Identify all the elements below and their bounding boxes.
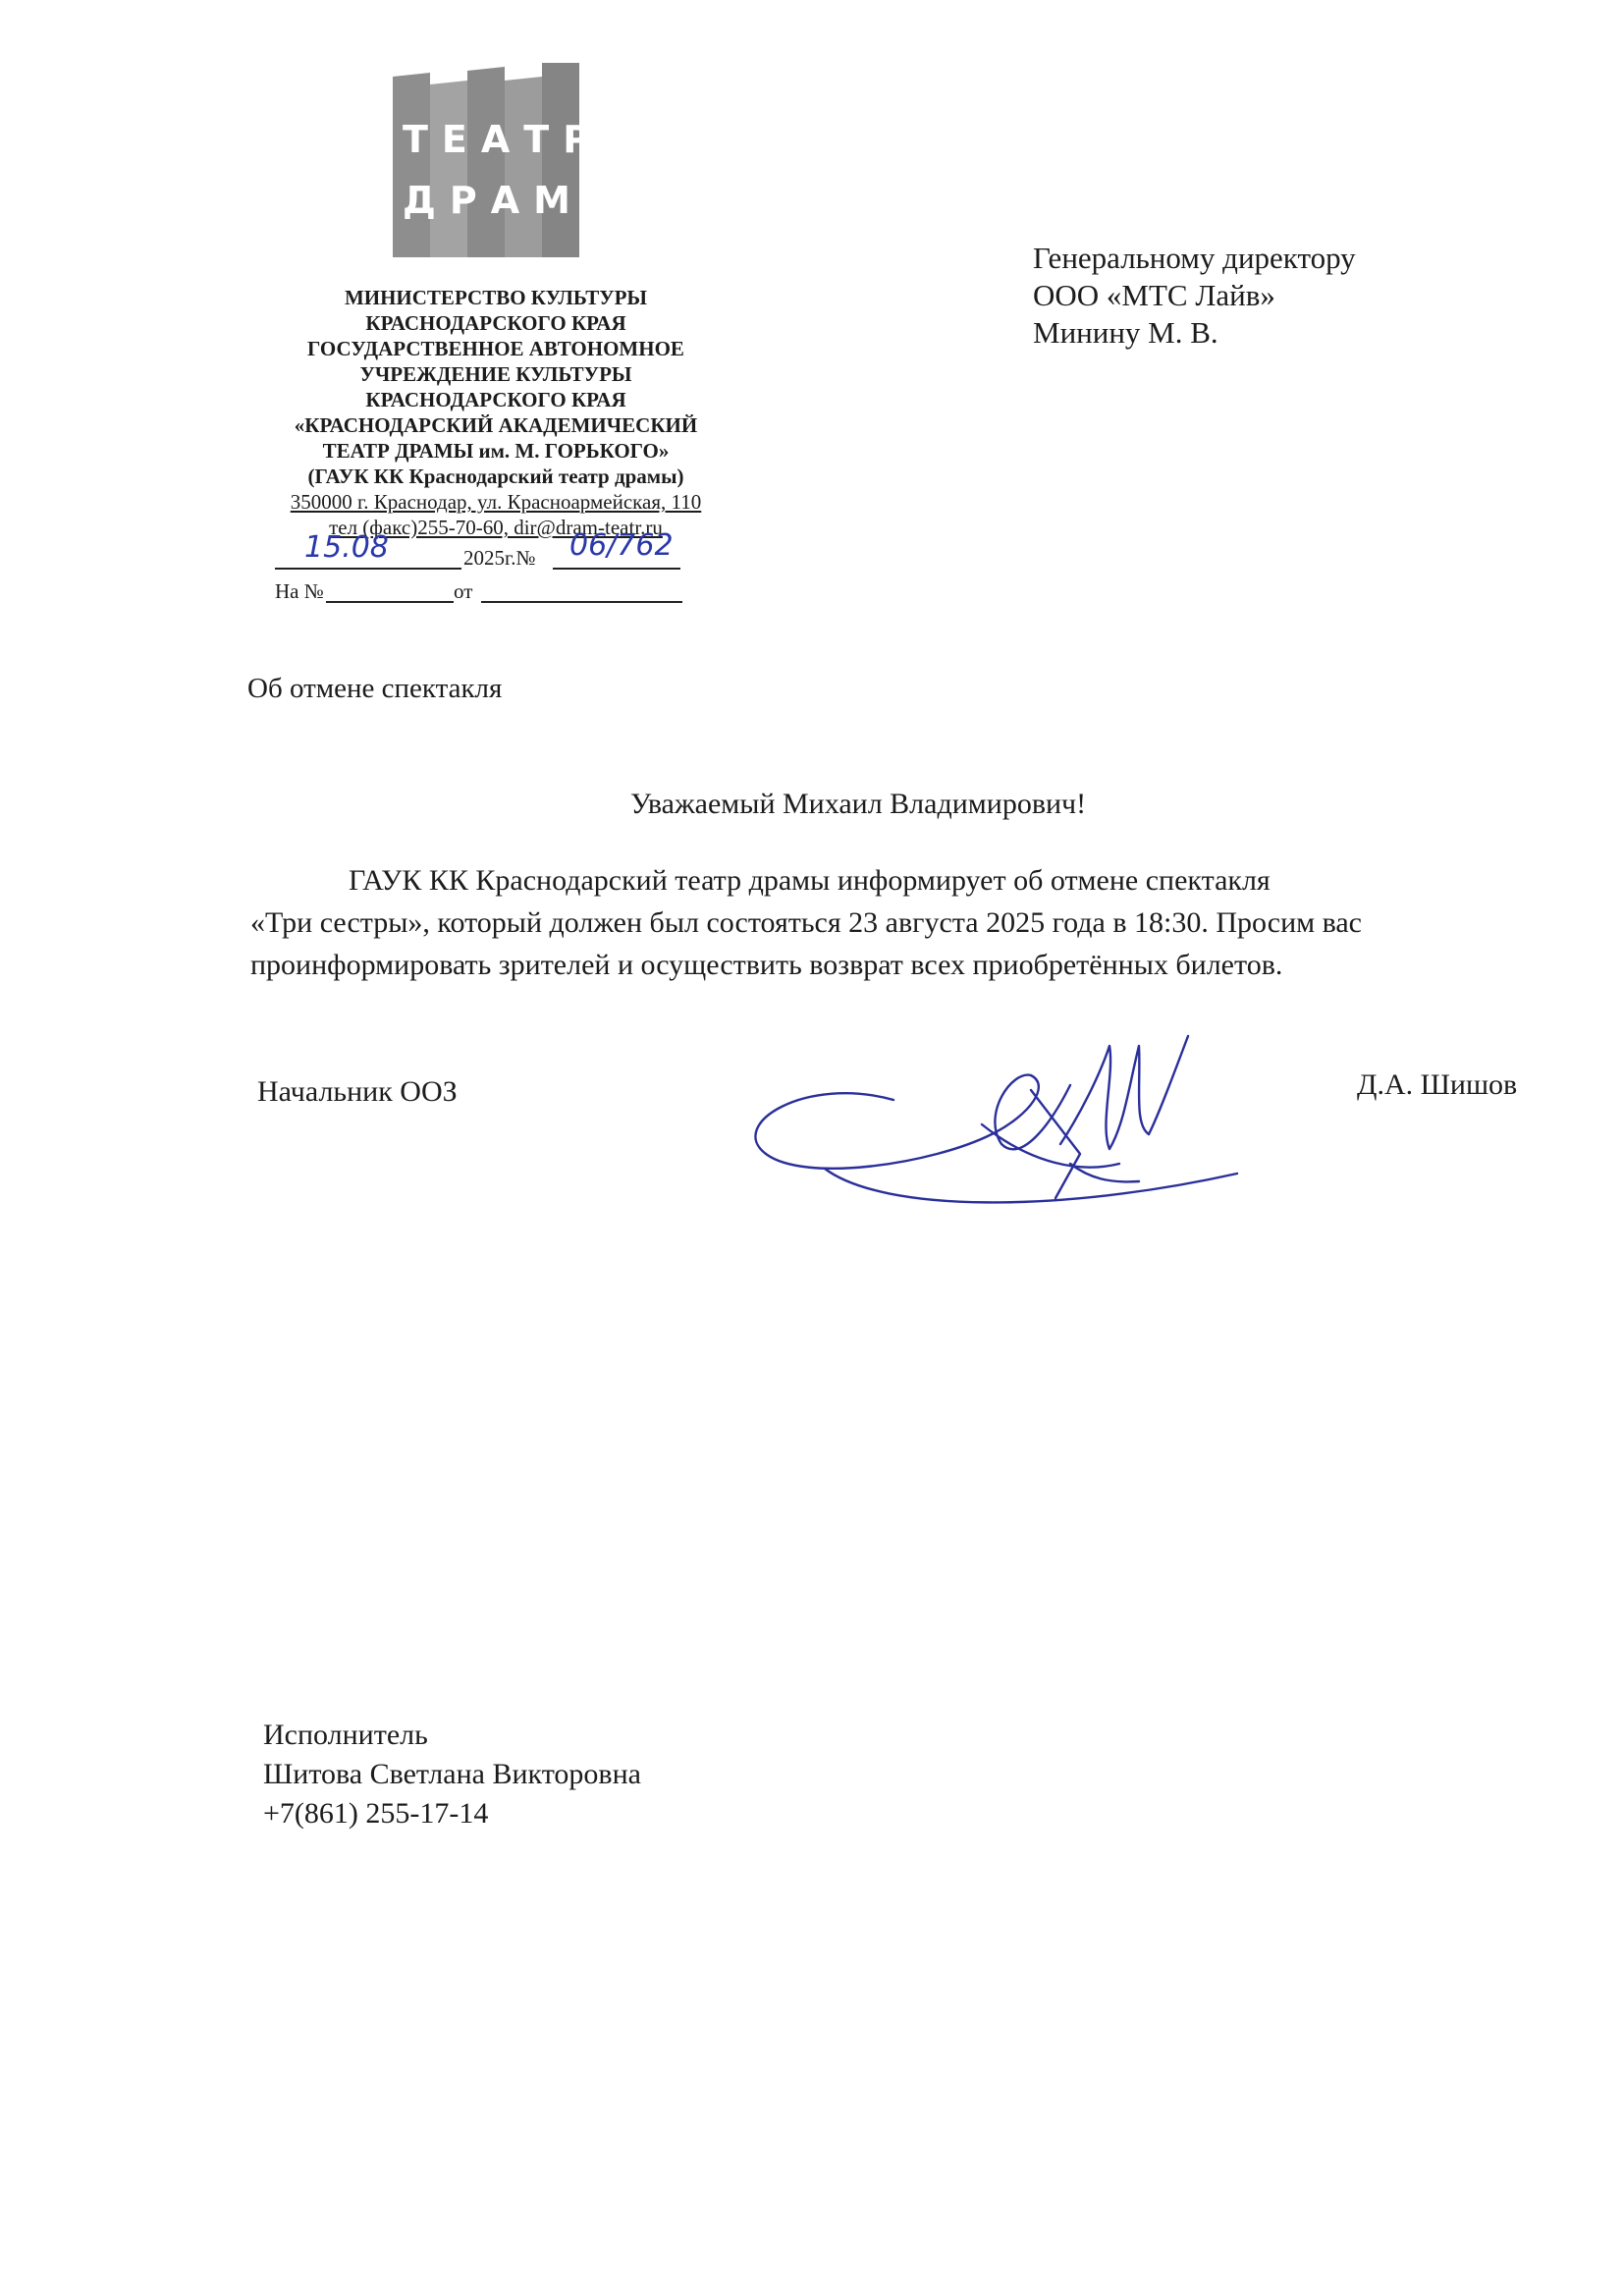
executor-block [263,1716,641,1833]
executor-phone: +7(861) 255-17-14 [263,1797,489,1830]
body-line: проинформировать зрителей и осуществить возврат всех приобретённых билетов. [250,949,1283,981]
letterhead-address: 350000 г. Краснодар, ул. Красноармейская, 110 [290,490,702,514]
addressee-block [1033,240,1356,352]
registration-number: 06/762 [569,528,674,563]
number-underline [553,568,680,570]
letterhead-line: КРАСНОДАРСКОГО КРАЯ [365,388,626,411]
executor-name: Шитова Светлана Викторовна [263,1758,641,1790]
letterhead-line: ГОСУДАРСТВЕННОЕ АВТОНОМНОЕ [307,337,684,360]
reference-number-blank [326,601,454,603]
reference-number-label: На № [275,579,324,603]
signatory-name: Д.А. Шишов [1357,1068,1518,1101]
letterhead-line: МИНИСТЕРСТВО КУЛЬТУРЫ [344,286,648,309]
registration-date: 15.08 [304,530,389,565]
registration-year-label: 2025г.№ [463,546,536,570]
reference-date-blank [481,601,682,603]
executor-label: Исполнитель [263,1719,428,1751]
letterhead-line: УЧРЕЖДЕНИЕ КУЛЬТУРЫ [359,362,632,386]
date-underline [275,568,461,570]
body-line: ГАУК КК Краснодарский театр драмы информирует об отмене спектакля [349,864,1271,897]
addressee-line: ООО «МТС Лайв» [1033,278,1275,312]
letterhead-phone: тел (факс)255-70-60, dir@dram-teatr.ru [329,516,663,539]
letter-body [250,859,1507,986]
letterhead-line: ТЕАТР ДРАМЫ им. М. ГОРЬКОГО» [322,439,670,463]
registration-line [275,528,687,577]
letterhead [250,285,741,540]
letterhead-line: (ГАУК КК Краснодарский театр драмы) [307,465,684,488]
signatory-position: Начальник ООЗ [257,1075,458,1108]
letterhead-line: КРАСНОДАРСКОГО КРАЯ [365,311,626,335]
reference-date-label: от [454,579,473,603]
letter-subject: Об отмене спектакля [247,673,503,704]
letterhead-line: «КРАСНОДАРСКИЙ АКАДЕМИЧЕСКИЙ [294,413,698,437]
reference-line [275,579,687,615]
handwritten-signature [736,1016,1247,1213]
signature-graphic [736,1016,1247,1213]
addressee-line: Генеральному директору [1033,241,1356,275]
body-line: «Три сестры», который должен был состояться 23 августа 2025 года в 18:30. Просим вас [250,906,1363,939]
addressee-line: Минину М. В. [1033,315,1218,350]
logo-text-line1: ТЕАТР [403,118,605,161]
salutation: Уважаемый Михаил Владимирович! [630,788,1087,820]
logo-text-line2: ДРАМЫ [403,179,637,222]
theatre-logo [393,63,637,257]
